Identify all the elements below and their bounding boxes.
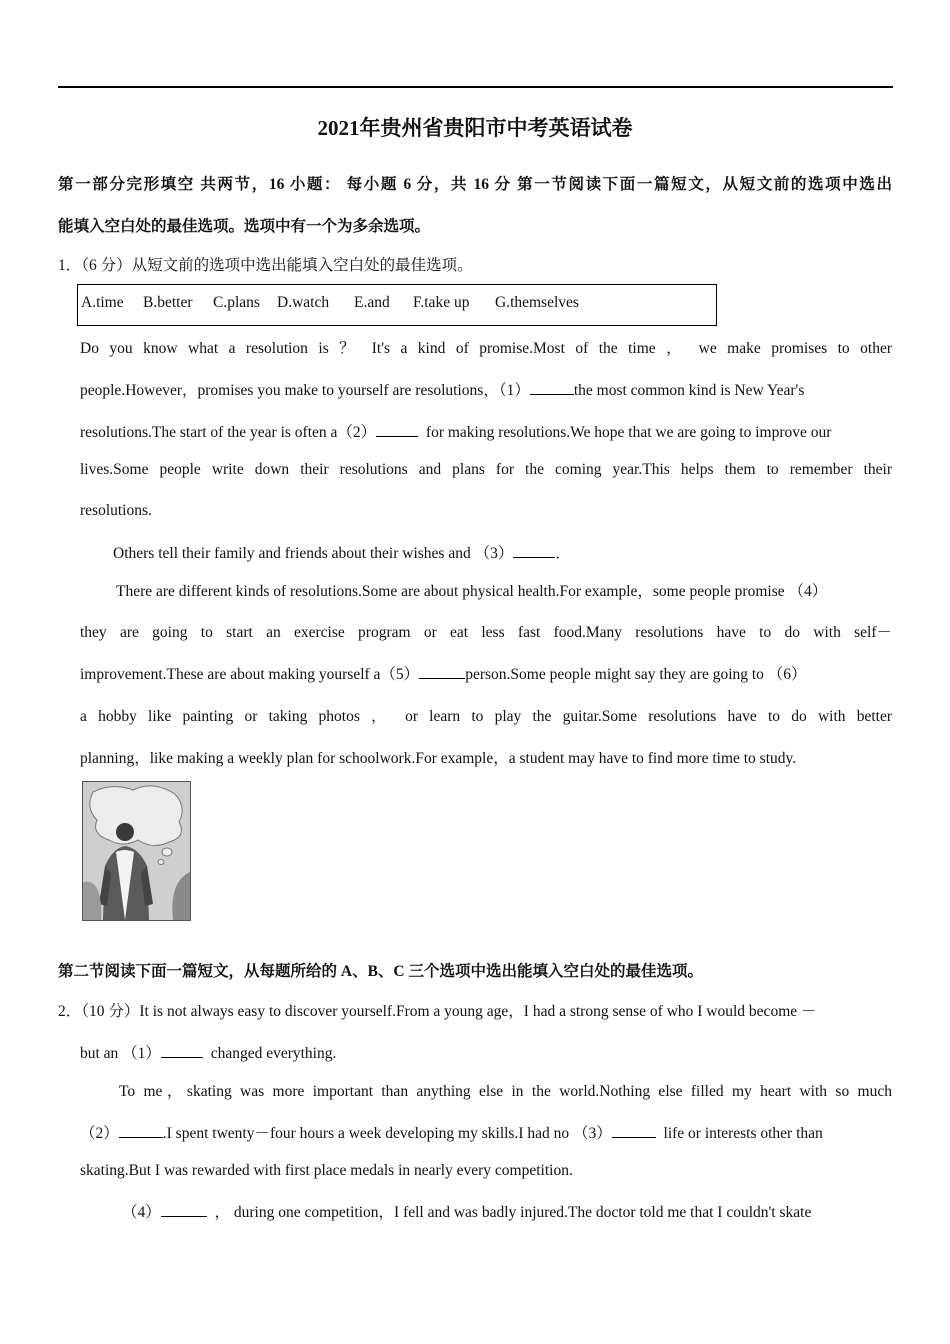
q1-line-2: people.However，promises you make to yourself are resolutions，（1） the most common kind is New Year's — [80, 378, 892, 400]
part2-header: 第二节阅读下面一篇短文，从每题所给的 A、B、C 三个选项中选出能填入空白处的最佳选项。 — [58, 963, 703, 980]
option-f: F.take up — [413, 294, 470, 311]
answer-blank[interactable] — [612, 1122, 656, 1139]
answer-blank[interactable] — [530, 379, 574, 396]
q1-number: 1． — [58, 257, 82, 274]
q1-line-10: a hobby like painting or taking photos ， or learn to play the guitar.Some resolutions have to do with better — [80, 708, 892, 725]
top-rule — [58, 86, 893, 88]
q1-line-8: they are going to start an exercise program or eat less fast food.Many resolutions have to do with self－ — [80, 624, 892, 641]
q1-prompt: （6 分）从短文前的选项中选出能填入空白处的最佳选项。 — [81, 257, 473, 274]
page-title: 2021年贵州省贵阳市中考英语试卷 — [317, 116, 633, 140]
q2-line-4: （2） .I spent twenty－four hours a week developing my skills.I had no （3） life or interests other than — [80, 1121, 892, 1143]
q1-line-3: resolutions.The start of the year is often a（2） for making resolutions.We hope that we are going to improve our — [80, 420, 892, 442]
q1-line-9: improvement.These are about making yourself a（5） person.Some people might say they are going to （6） — [80, 662, 892, 684]
q1-line-7: There are different kinds of resolutions.Some are about physical health.For example，some people promise （4） — [116, 583, 828, 600]
q1-line-5: resolutions. — [80, 502, 152, 519]
man-with-thought-cloud-icon — [83, 782, 190, 920]
answer-blank[interactable] — [513, 542, 555, 559]
q2-line-6: （4） ， during one competition，I fell and was badly injured.The doctor told me that I couldn't skate — [122, 1200, 934, 1222]
options-box — [77, 284, 717, 326]
man-illustration — [82, 781, 191, 921]
q1-line-1: Do you know what a resolution is ？ It's a kind of promise.Most of the time ， we make promises to other — [80, 340, 892, 357]
q2-number: 2． — [58, 1003, 82, 1020]
q1-line-11: planning，like making a weekly plan for schoolwork.For example，a student may have to find more time to study. — [80, 750, 797, 767]
option-b: B.better — [143, 294, 193, 311]
answer-blank[interactable] — [161, 1042, 203, 1059]
option-a: A.time — [81, 294, 124, 311]
answer-blank[interactable] — [419, 663, 465, 680]
q2-line-5: skating.But I was rewarded with first place medals in nearly every competition. — [80, 1162, 573, 1179]
q2-line-1: 2．（10 分）It is not always easy to discover yourself.From a young age，I had a strong sense of who I would become － — [58, 1003, 817, 1020]
option-g: G.themselves — [495, 294, 579, 311]
answer-blank[interactable] — [376, 421, 418, 438]
q2-line-3: To me，skating was more important than anything else in the world.Nothing else filled my heart with so much — [119, 1083, 892, 1100]
part1-header-line1: 第一部分完形填空 共两节，16 小题： 每小题 6 分，共 16 分 第一节阅读下面一篇短文，从短文前的选项中选出 — [58, 176, 892, 193]
q2-line-2: but an （1） changed everything. — [80, 1041, 892, 1063]
q1-prompt-row — [58, 253, 870, 275]
option-c: C.plans — [213, 294, 260, 311]
answer-blank[interactable] — [119, 1122, 163, 1139]
option-d: D.watch — [277, 294, 330, 311]
q1-line-4: lives.Some people write down their resolutions and plans for the coming year.This helps them to remember their — [80, 461, 892, 478]
part1-header-line2: 能填入空白处的最佳选项。选项中有一个为多余选项。 — [58, 218, 431, 235]
answer-blank[interactable] — [161, 1201, 207, 1218]
q1-line-6: Others tell their family and friends about their wishes and （3） ． — [113, 541, 925, 563]
option-e: E.and — [354, 294, 390, 311]
